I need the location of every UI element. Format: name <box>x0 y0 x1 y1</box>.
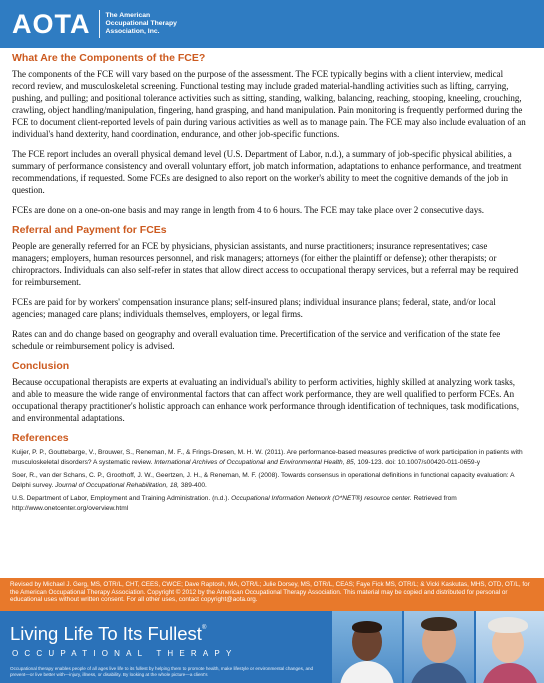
paragraph: FCEs are done on a one-on-one basis and may range in length from 4 to 6 hours. The FCE may take place over 2 consecutive days. <box>12 205 484 215</box>
paragraph: The FCE report includes an overall physical demand level (U.S. Department of Labor, n.d.), a summary of job-specific physical abilities, a summary of performance consistency and overall voluntary effort, job match information, adaptations to enhance performance, and treatment recommendations, if requested. Some FCEs are designed to also report on the worker's ability to meet the cognitive demands of the job in question. <box>12 149 522 195</box>
section-heading: Conclusion <box>12 360 70 372</box>
child-photo <box>332 611 402 683</box>
header-bar <box>0 0 544 48</box>
senior-woman-photo <box>476 611 544 683</box>
occupational-therapy-label: OCCUPATIONAL THERAPY <box>12 649 238 658</box>
reference-item: U.S. Department of Labor, Employment and Training Administration. (n.d.). Occupational Information Network (O*NET®) resource center. Retrieved from http://www.onetcenter.org/overview.html <box>12 495 457 512</box>
tagline: Living Life To Its Fullest® <box>10 623 207 644</box>
section-heading: References <box>12 432 69 444</box>
credit-bar <box>0 578 544 611</box>
man-photo <box>404 611 474 683</box>
logo-divider <box>99 10 100 38</box>
paragraph: People are generally referred for an FCE by physicians, physician assistants, and nurse practitioners; insurance representatives; case managers; employers, human resources personnel, and risk managers; attorneys (for either the plaintiff or defense); other therapists; or chiropractors. Individuals can also self-refer in states that allow direct access to occupational therapy services, but a referral may be required for reimbursement. <box>12 241 519 287</box>
aota-logo <box>12 8 177 40</box>
paragraph: The components of the FCE will vary based on the purpose of the assessment. The FCE typically begins with a client interview, medical record review, and musculoskeletal screening. Functional testing may include graded material-handling activities such as lifting, carrying, pushing, and pulling; and positional tolerance activities such as sitting, standing, walking, balancing, reaching, stooping, kneeling, crouching, crawling, object handling/manipulation, fingering, hand grasping, and hand manipulation. Pain monitoring is frequently performed during the FCE to document client-reported levels of pain during various activities as well as to manage pain. The FCE may also include evaluation of an individual's hand dexterity, hand coordination, endurance, and other job-specific functions. <box>12 69 526 139</box>
section-heading: Referral and Payment for FCEs <box>12 224 167 236</box>
paragraph: Rates can and do change based on geography and overall evaluation time. Precertification of the service and verification of the state fee schedule or reimbursement policy is advised. <box>12 329 501 351</box>
credit-text: Revised by Michael J. Gerg, MS, OTR/L, CHT, CEES, CWCE; Dave Raptosh, MA, OTR/L; Julie Dorsey, MS, OTR/L, CEAS; Faye Fick MS, OTR/L; & Vicki Kaskutas, MHS, OTD, OT/L, for the American Occupational Therapy Association. Copyright © 2012 by the American Occupational Therapy Association. This material may be copied and distributed for personal or educational uses without written consent. For all other uses, contact copyright@aota.org. <box>10 581 530 604</box>
reference-item: Soer, R., van der Schans, C. P., Groothoff, J. W., Geertzen, J. H., & Reneman, M. F. (2008). Towards consensus in operational definitions in functional capacity evaluation: A Delphi survey. Journal of Occupational Rehabilitation, 18, 389-400. <box>12 472 515 489</box>
main-content <box>12 52 526 517</box>
footer-banner <box>0 611 544 683</box>
logo-mark: AOTA <box>12 8 91 39</box>
reference-link[interactable]: Retrieved from http://www.onetcenter.org/overview.html <box>12 495 457 512</box>
org-name <box>106 12 177 36</box>
section-references <box>12 432 526 513</box>
section-heading: What Are the Components of the FCE? <box>12 52 206 64</box>
section-components <box>12 52 526 216</box>
org-name-line: Occupational Therapy <box>105 20 177 27</box>
paragraph: FCEs are paid for by workers' compensation insurance plans; self-insured plans; individual insurance plans; federal, state, and/or local agencies; managed care plans; individuals themselves, employers, or legal firms. <box>12 297 496 319</box>
banner-blurb: Occupational therapy enables people of all ages live life to its fullest by helping them to promote health, make lifestyle or environmental changes, and prevent—or live better with—injury, illness, or disability. By looking at the whole picture—a client's <box>10 666 314 677</box>
reference-item: Kuijer, P. P., Gouttebarge, V., Brouwer, S., Reneman, M. F., & Frings-Dresen, M. H. W. (2011). Are performance-based measures predictive of work participation in patients with musculoskeletal disorders? A systematic review. International Archives of Occupational and Environmental Health, 85, 109-123. doi: 10.1007/s00420-011-0659-y <box>12 449 523 466</box>
section-referral <box>12 224 526 352</box>
org-name-line: Association, Inc. <box>105 28 160 35</box>
org-name-line: The American <box>105 12 151 19</box>
section-conclusion <box>12 360 526 424</box>
paragraph: Because occupational therapists are experts at evaluating an individual's ability to perform activities, highly skilled at analyzing work tasks, and able to measure the wide range of environmental factors that can affect work performance, they are well qualified to perform FCEs. An occupational therapy practitioner's holistic approach can enhance work performance through identification of techniques, task modifications, and environmental adaptations. <box>12 377 519 423</box>
